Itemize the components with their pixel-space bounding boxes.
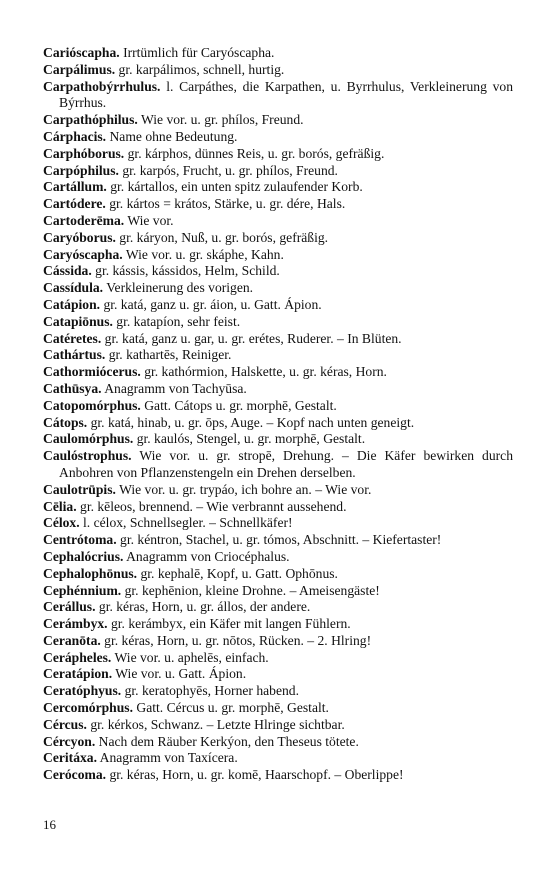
dictionary-entry: [43, 364, 513, 381]
entry-term: Centrótoma.: [43, 532, 117, 548]
entry-term: Cathūsya.: [43, 380, 102, 396]
entry-definition: gr. kéntron, Stachel, u. gr. tómos, Abschnitt. – Kiefertaster!: [120, 532, 442, 548]
dictionary-entry: [43, 79, 513, 113]
entry-term: Carphóborus.: [43, 145, 125, 161]
entry-term: Cerállus.: [43, 599, 96, 615]
entry-definition: Wie vor. u. gr. skáphe, Kahn.: [125, 246, 284, 262]
dictionary-entry: [43, 297, 513, 314]
dictionary-entry: [43, 45, 513, 62]
entry-definition: gr. karpós, Frucht, u. gr. phílos, Freund.: [122, 162, 338, 178]
dictionary-entry: [43, 767, 513, 784]
entry-term: Ceratápion.: [43, 666, 113, 682]
entry-term: Cerócoma.: [43, 767, 107, 783]
dictionary-entry: [43, 230, 513, 247]
dictionary-entry: [43, 532, 513, 549]
entry-term: Carpálimus.: [43, 61, 116, 77]
dictionary-entry: [43, 431, 513, 448]
dictionary-entry: [43, 163, 513, 180]
dictionary-entry: [43, 179, 513, 196]
entry-definition: gr. kephalē, Kopf, u. Gatt. Ophōnus.: [140, 565, 338, 581]
dictionary-entry: [43, 331, 513, 348]
entry-definition: Gatt. Cércus u. gr. morphē, Gestalt.: [136, 700, 329, 716]
entry-term: Cathormiócerus.: [43, 364, 141, 380]
entry-term: Ceratóphyus.: [43, 683, 122, 699]
entry-definition: gr. kérkos, Schwanz. – Letzte Hlringe sichtbar.: [90, 716, 345, 732]
dictionary-entry: [43, 515, 513, 532]
entry-definition: gr. katá, hinab, u. gr. ōps, Auge. – Kopf nach unten geneigt.: [90, 414, 415, 430]
entry-definition: gr. kathartēs, Reiniger.: [108, 347, 232, 363]
entry-term: Cathártus.: [43, 347, 106, 363]
entry-definition: gr. káryon, Nuß, u. gr. borós, gefräßig.: [119, 229, 329, 245]
entry-term: Cercomórphus.: [43, 700, 133, 716]
entry-definition: Verkleinerung des vorigen.: [106, 280, 254, 296]
entry-term: Cércyon.: [43, 733, 96, 749]
entry-term: Cephénnium.: [43, 582, 122, 598]
dictionary-entry: [43, 549, 513, 566]
entry-term: Caryóscapha.: [43, 246, 123, 262]
entry-definition: Wie vor. u. aphelēs, einfach.: [114, 649, 269, 665]
dictionary-entry: [43, 717, 513, 734]
entry-definition: gr. kássis, kássidos, Helm, Schild.: [95, 263, 280, 279]
dictionary-entry: [43, 280, 513, 297]
dictionary-entry: [43, 347, 513, 364]
dictionary-entry: [43, 700, 513, 717]
entry-definition: gr. kēleos, brennend. – Wie verbrannt aussehend.: [80, 498, 347, 514]
entry-definition: gr. kéras, Horn, u. gr. állos, der andere.: [98, 599, 311, 615]
entry-definition: Anagramm von Criocéphalus.: [126, 548, 290, 564]
entry-definition: Wie vor. u. gr. phílos, Freund.: [140, 112, 304, 128]
dictionary-entry: [43, 650, 513, 667]
entry-term: Carpóphilus.: [43, 162, 119, 178]
entry-term: Cephalophōnus.: [43, 565, 138, 581]
entry-term: Carpathobýrrhulus.: [43, 78, 161, 94]
dictionary-entry: [43, 750, 513, 767]
dictionary-entry: [43, 566, 513, 583]
entry-definition: l. célox, Schnellsegler. – Schnellkäfer!: [83, 515, 293, 531]
entry-definition: Wie vor.: [127, 212, 174, 228]
entry-definition: gr. katapíon, sehr feist.: [116, 313, 241, 329]
dictionary-entry-list: [43, 45, 513, 784]
dictionary-entry: [43, 482, 513, 499]
entry-term: Carpathóphilus.: [43, 112, 138, 128]
dictionary-entry: [43, 583, 513, 600]
entry-term: Cátops.: [43, 414, 88, 430]
entry-definition: Wie vor. u. gr. trypáo, ich bohre an. – Wie vor.: [119, 481, 372, 497]
entry-term: Caryóborus.: [43, 229, 116, 245]
entry-term: Cerámbyx.: [43, 616, 108, 632]
page-number: 16: [43, 817, 56, 832]
dictionary-entry: [43, 683, 513, 700]
entry-definition: Anagramm von Tachyūsa.: [104, 380, 247, 396]
entry-term: Cerápheles.: [43, 649, 112, 665]
entry-definition: gr. kaulós, Stengel, u. gr. morphē, Gestalt.: [136, 431, 366, 447]
entry-definition: Wie vor. u. gr. stropē, Drehung. – Die Käfer bewirken durch Anbohren von Pflanzenstengeln ein Drehen derselben.: [59, 448, 513, 480]
entry-term: Ceritáxa.: [43, 750, 97, 766]
entry-definition: gr. katá, ganz u. gar, u. gr. erétes, Ruderer. – In Blüten.: [104, 330, 402, 346]
dictionary-entry: [43, 599, 513, 616]
entry-definition: gr. kephēnion, kleine Drohne. – Ameisengäste!: [124, 582, 380, 598]
entry-term: Carióscapha.: [43, 45, 120, 60]
dictionary-entry: [43, 499, 513, 516]
entry-term: Cassídula.: [43, 280, 104, 296]
entry-term: Cartállum.: [43, 179, 107, 195]
dictionary-entry: [43, 314, 513, 331]
entry-term: Ceranōta.: [43, 632, 101, 648]
entry-term: Catéretes.: [43, 330, 102, 346]
dictionary-entry: [43, 616, 513, 633]
entry-definition: gr. katá, ganz u. gr. áion, u. Gatt. Ápion.: [103, 296, 322, 312]
entry-definition: Anagramm von Taxícera.: [99, 750, 238, 766]
dictionary-entry: [43, 415, 513, 432]
dictionary-entry: [43, 196, 513, 213]
dictionary-entry: [43, 129, 513, 146]
entry-term: Caulotrūpis.: [43, 481, 116, 497]
entry-definition: gr. karpálimos, schnell, hurtig.: [118, 61, 285, 77]
entry-definition: gr. kárphos, dünnes Reis, u. gr. borós, gefräßig.: [127, 145, 385, 161]
entry-term: Cárphacis.: [43, 128, 107, 144]
entry-term: Cēlia.: [43, 498, 77, 514]
entry-term: Caulóstrophus.: [43, 448, 132, 464]
entry-definition: Gatt. Cátops u. gr. morphē, Gestalt.: [144, 397, 337, 413]
entry-term: Catápion.: [43, 296, 101, 312]
entry-definition: gr. kéras, Horn, u. gr. nōtos, Rücken. – 2. Hlring!: [104, 632, 372, 648]
entry-definition: gr. kártos = krátos, Stärke, u. gr. dére, Hals.: [109, 196, 346, 212]
entry-definition: gr. keratophyēs, Horner habend.: [124, 683, 299, 699]
entry-term: Catopomórphus.: [43, 397, 141, 413]
entry-term: Catapiōnus.: [43, 313, 113, 329]
entry-definition: l. Carpáthes, die Karpathen, u. Byrrhulus, Verkleinerung von Býrrhus.: [59, 78, 513, 111]
dictionary-entry: [43, 263, 513, 280]
entry-definition: gr. kerámbyx, ein Käfer mit langen Fühlern.: [110, 616, 351, 632]
entry-definition: Name ohne Bedeutung.: [109, 128, 238, 144]
dictionary-entry: [43, 448, 513, 482]
entry-definition: gr. kathórmion, Halskette, u. gr. kéras, Horn.: [144, 364, 387, 380]
dictionary-entry: [43, 247, 513, 264]
dictionary-entry: [43, 381, 513, 398]
dictionary-entry: [43, 213, 513, 230]
dictionary-entry: [43, 62, 513, 79]
dictionary-entry: [43, 398, 513, 415]
entry-definition: gr. kártallos, ein unten spitz zulaufender Korb.: [110, 179, 363, 195]
entry-term: Cássida.: [43, 263, 92, 279]
entry-definition: Irrtümlich für Caryóscapha.: [123, 45, 275, 60]
dictionary-entry: [43, 734, 513, 751]
entry-definition: Wie vor. u. Gatt. Ápion.: [115, 666, 247, 682]
dictionary-entry: [43, 112, 513, 129]
entry-term: Cércus.: [43, 716, 87, 732]
entry-term: Cartoderēma.: [43, 212, 125, 228]
entry-definition: Nach dem Räuber Kerkýon, den Theseus tötete.: [98, 733, 359, 749]
entry-term: Cephalócrius.: [43, 548, 124, 564]
dictionary-entry: [43, 666, 513, 683]
entry-term: Célox.: [43, 515, 80, 531]
dictionary-entry: [43, 146, 513, 163]
dictionary-entry: [43, 633, 513, 650]
entry-definition: gr. kéras, Horn, u. gr. komē, Haarschopf. – Oberlippe!: [109, 767, 404, 783]
entry-term: Cartódere.: [43, 196, 106, 212]
entry-term: Caulomórphus.: [43, 431, 134, 447]
